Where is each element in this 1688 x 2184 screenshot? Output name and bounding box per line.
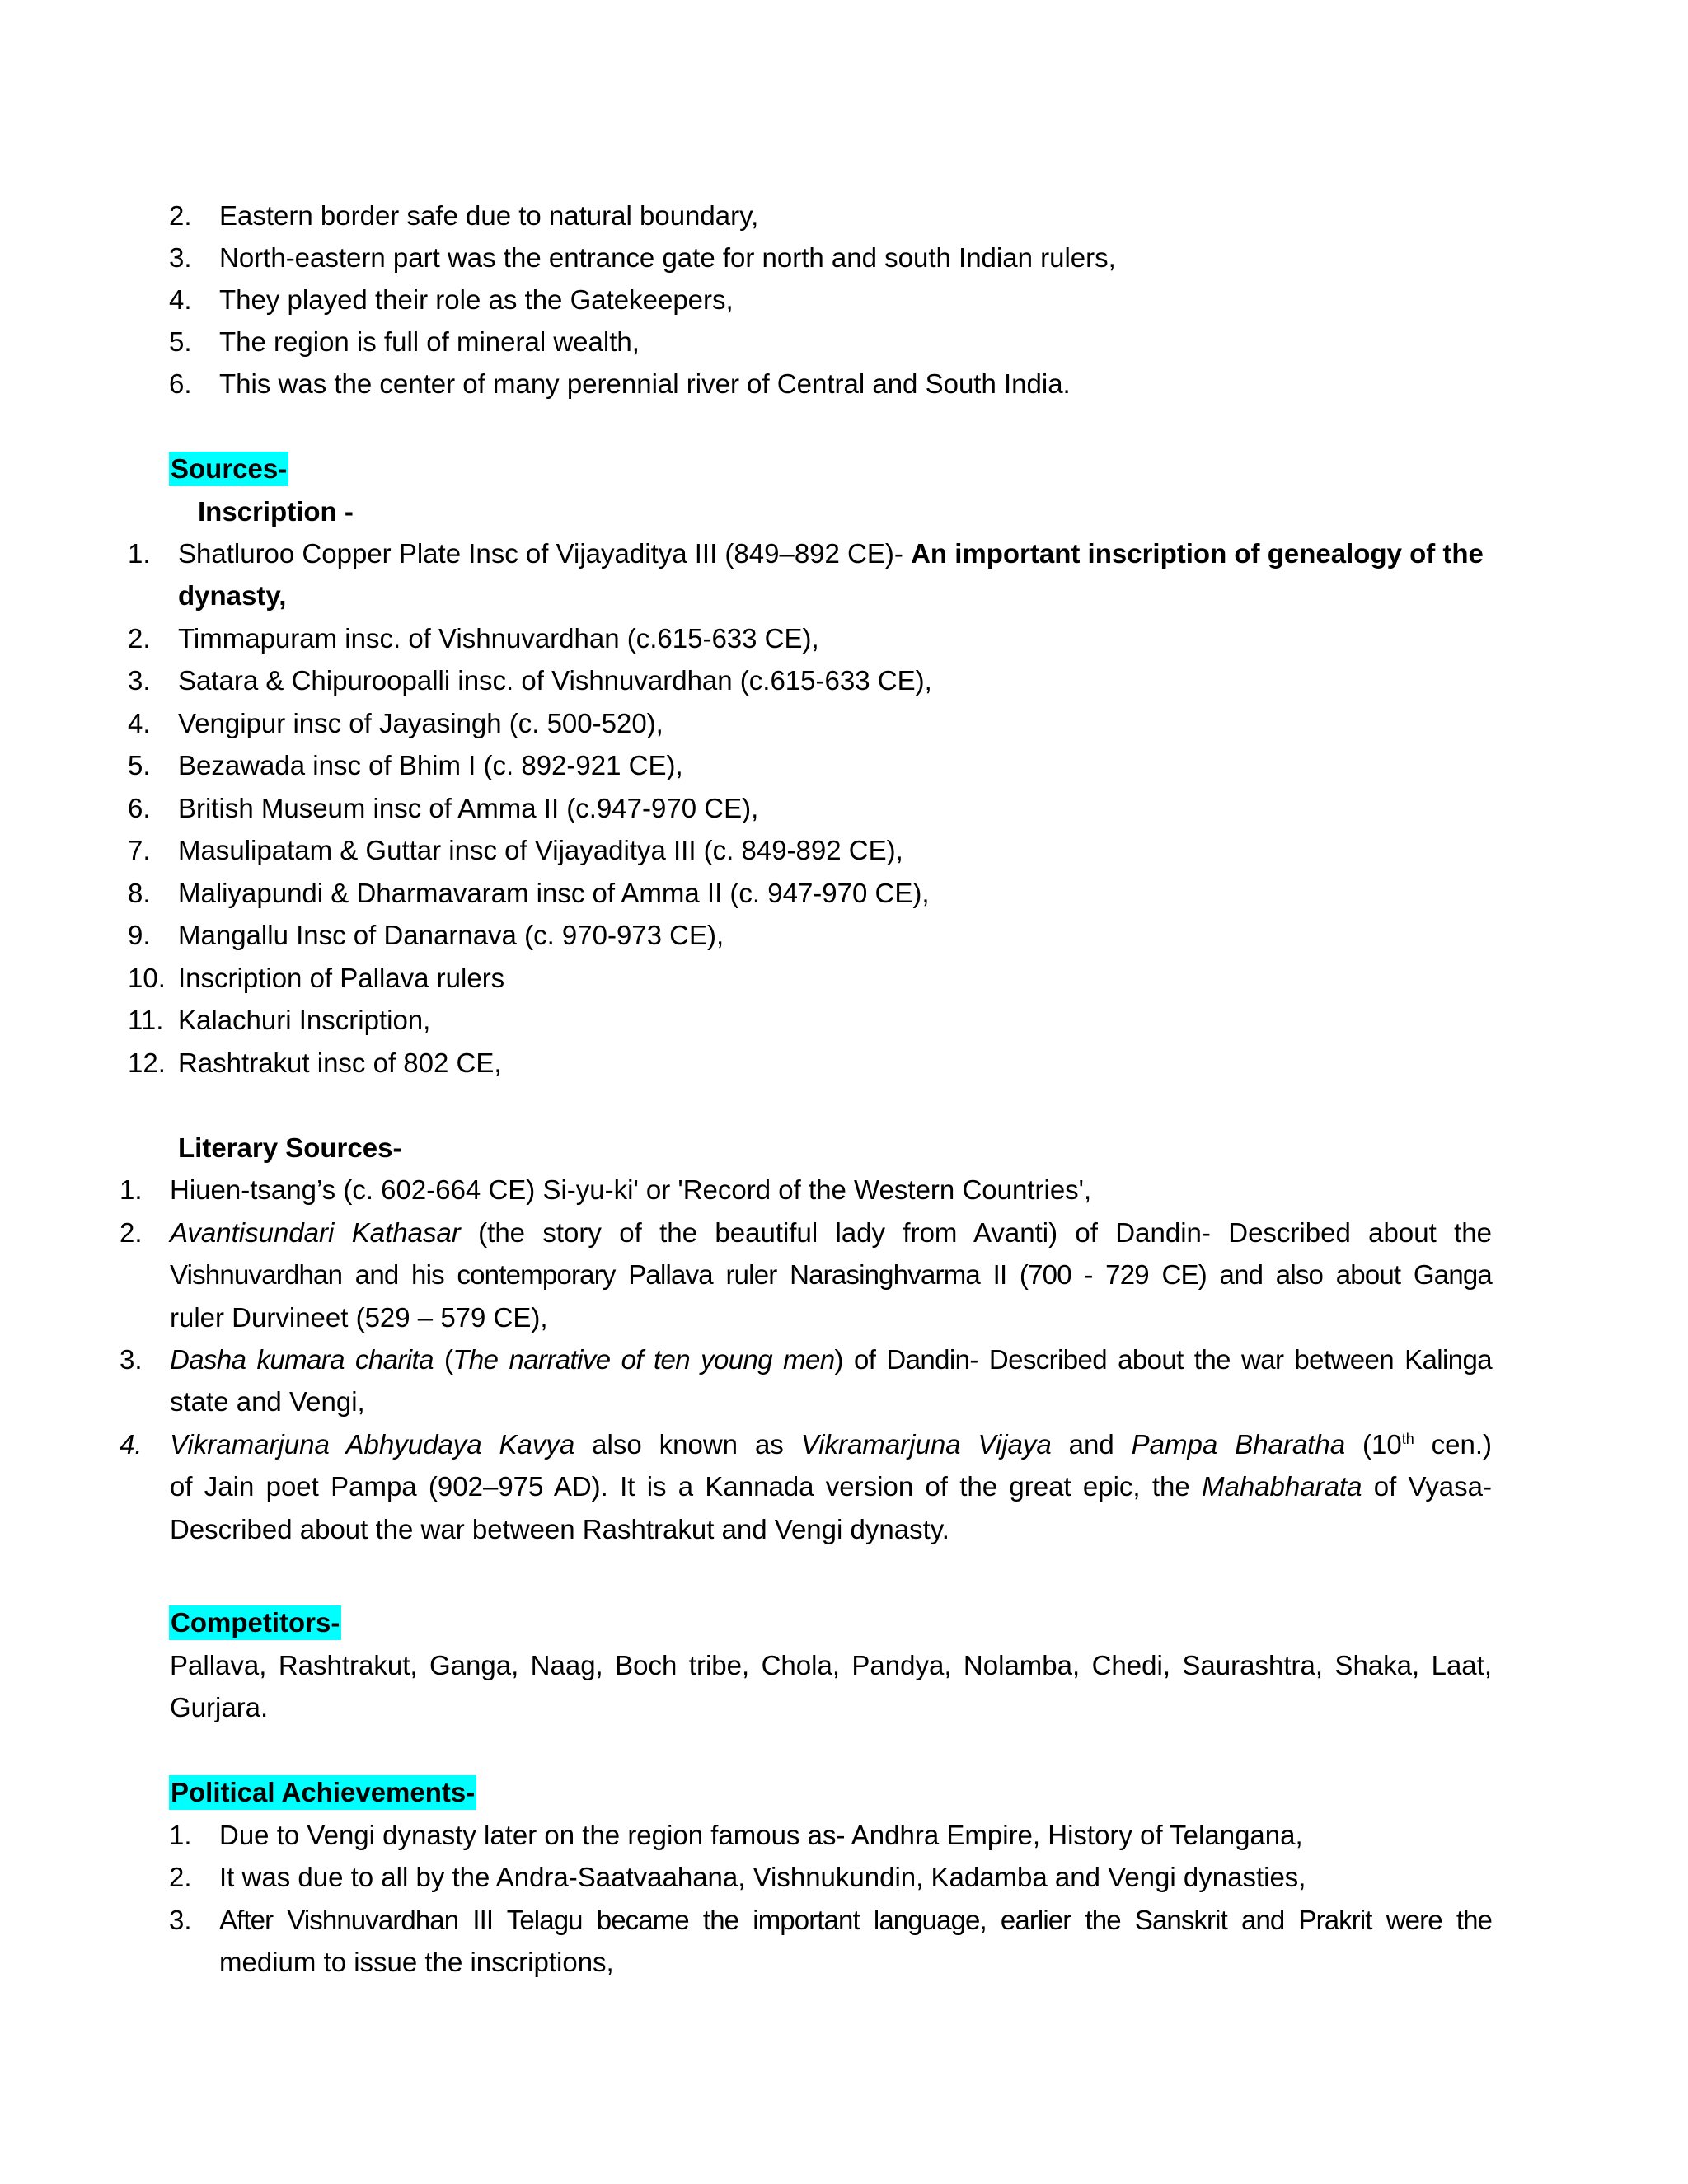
- sources-heading: Sources-: [169, 452, 288, 486]
- list-item-number: 1.: [128, 538, 151, 569]
- list-item-number: 8.: [128, 878, 151, 908]
- list-item-text: also known as: [574, 1429, 801, 1460]
- book-title: Vikramarjuna Abhyudaya Kavya: [170, 1429, 575, 1460]
- superscript: th: [1401, 1431, 1414, 1447]
- list-item: North-eastern part was the entrance gate for north and south Indian rulers,: [219, 242, 1116, 273]
- inscription-emphasis: An important inscription of genealogy of the: [911, 538, 1484, 569]
- list-item-number: 6.: [128, 793, 151, 823]
- list-item-text: (10: [1345, 1429, 1402, 1460]
- list-item-continuation: medium to issue the inscriptions,: [219, 1947, 614, 1977]
- list-item-number: 7.: [128, 835, 151, 865]
- list-item-number: 4.: [120, 1429, 143, 1460]
- list-item: Bezawada insc of Bhim I (c. 892-921 CE),: [178, 750, 683, 780]
- list-item-number: 5.: [128, 750, 151, 780]
- inscription-heading: Inscription -: [198, 496, 354, 527]
- list-item-number: 9.: [128, 920, 151, 950]
- list-item-text: (the story of the beautiful lady from Avanti) of Dandin- Described about the: [460, 1217, 1492, 1248]
- list-item-continuation: Described about the war between Rashtrakut and Vengi dynasty.: [170, 1514, 950, 1544]
- list-item: Maliyapundi & Dharmavaram insc of Amma II (c. 947-970 CE),: [178, 878, 930, 908]
- list-item-text: (: [433, 1344, 453, 1375]
- inscription-text: Shatluroo Copper Plate Insc of Vijayaditya III (849–892 CE)-: [178, 538, 912, 569]
- list-item-number: 3.: [169, 1905, 192, 1935]
- list-item-text: cen.): [1414, 1429, 1492, 1460]
- list-item-text: ) of Dandin- Described about the war between Kalinga: [834, 1344, 1492, 1375]
- book-subtitle: The narrative of ten young men: [452, 1344, 835, 1375]
- list-item-number: 2.: [169, 200, 192, 231]
- list-item-continuation: dynasty,: [178, 580, 287, 611]
- list-item: Satara & Chipuroopalli insc. of Vishnuvardhan (c.615-633 CE),: [178, 665, 932, 696]
- list-item: Rashtrakut insc of 802 CE,: [178, 1047, 502, 1078]
- list-item: Kalachuri Inscription,: [178, 1005, 431, 1035]
- list-item: Inscription of Pallava rulers: [178, 963, 505, 993]
- political-achievements-heading: Political Achievements-: [169, 1775, 476, 1810]
- competitors-heading: Competitors-: [169, 1605, 341, 1640]
- literary-sources-heading: Literary Sources-: [178, 1132, 402, 1163]
- list-item-number: 6.: [169, 368, 192, 399]
- book-title: Vikramarjuna Vijaya: [800, 1429, 1052, 1460]
- list-item-text: of Jain poet Pampa (902–975 AD). It is a Kannada version of the great epic, the: [170, 1471, 1202, 1502]
- list-item: Vengipur insc of Jayasingh (c. 500-520),: [178, 708, 663, 738]
- list-item-number: 10.: [128, 963, 166, 993]
- book-title: Mahabharata: [1201, 1471, 1362, 1502]
- book-title: Dasha kumara charita: [170, 1344, 434, 1375]
- list-item: After Vishnuvardhan III Telagu became the important language, earlier the Sanskrit and Prakrit were the: [219, 1905, 1492, 1935]
- list-item-number: 4.: [128, 708, 151, 738]
- list-item: The region is full of mineral wealth,: [219, 326, 640, 357]
- list-item: Mangallu Insc of Danarnava (c. 970-973 CE),: [178, 920, 724, 950]
- book-title: Avantisundari Kathasar: [170, 1217, 461, 1248]
- list-item-continuation: [170, 1469, 1492, 1504]
- list-item: Masulipatam & Guttar insc of Vijayaditya III (c. 849-892 CE),: [178, 835, 903, 865]
- list-item: Timmapuram insc. of Vishnuvardhan (c.615-633 CE),: [178, 623, 819, 654]
- list-item: [170, 1343, 1492, 1377]
- competitors-text-continuation: Gurjara.: [170, 1692, 269, 1722]
- list-item-number: 2.: [120, 1217, 143, 1248]
- list-item-continuation: state and Vengi,: [170, 1386, 365, 1417]
- list-item-text: and: [1051, 1429, 1132, 1460]
- list-item-number: 5.: [169, 326, 192, 357]
- list-item: They played their role as the Gatekeepers,: [219, 284, 734, 315]
- list-item: Due to Vengi dynasty later on the region famous as- Andhra Empire, History of Telangana,: [219, 1820, 1303, 1850]
- list-item-continuation: ruler Durvineet (529 – 579 CE),: [170, 1302, 548, 1333]
- list-item-number: 2.: [128, 623, 151, 654]
- list-item: British Museum insc of Amma II (c.947-970 CE),: [178, 793, 759, 823]
- list-item: Eastern border safe due to natural boundary,: [219, 200, 759, 231]
- list-item-continuation: Vishnuvardhan and his contemporary Pallava ruler Narasinghvarma II (700 - 729 CE) and also about Ganga: [170, 1259, 1492, 1290]
- list-item: [178, 537, 1484, 571]
- list-item-number: 4.: [169, 284, 192, 315]
- list-item: It was due to all by the Andra-Saatvaahana, Vishnukundin, Kadamba and Vengi dynasties,: [219, 1862, 1306, 1892]
- list-item-number: 3.: [128, 665, 151, 696]
- list-item-number: 11.: [128, 1005, 164, 1035]
- competitors-text: Pallava, Rashtrakut, Ganga, Naag, Boch tribe, Chola, Pandya, Nolamba, Chedi, Saurashtra, Shaka, Laat,: [170, 1650, 1492, 1680]
- book-title: Pampa Bharatha: [1131, 1429, 1346, 1460]
- list-item-number: 1.: [120, 1174, 143, 1205]
- list-item-number: 3.: [169, 242, 192, 273]
- list-item: This was the center of many perennial river of Central and South India.: [219, 368, 1071, 399]
- list-item-text: of Vyasa-: [1362, 1471, 1493, 1502]
- list-item: Hiuen-tsang’s (c. 602-664 CE) Si-yu-ki' or 'Record of the Western Countries',: [170, 1174, 1092, 1205]
- list-item-number: 12.: [128, 1047, 166, 1078]
- list-item: [170, 1216, 1492, 1250]
- list-item-number: 3.: [120, 1344, 143, 1375]
- list-item-number: 1.: [169, 1820, 192, 1850]
- list-item: [170, 1427, 1492, 1462]
- list-item-number: 2.: [169, 1862, 192, 1892]
